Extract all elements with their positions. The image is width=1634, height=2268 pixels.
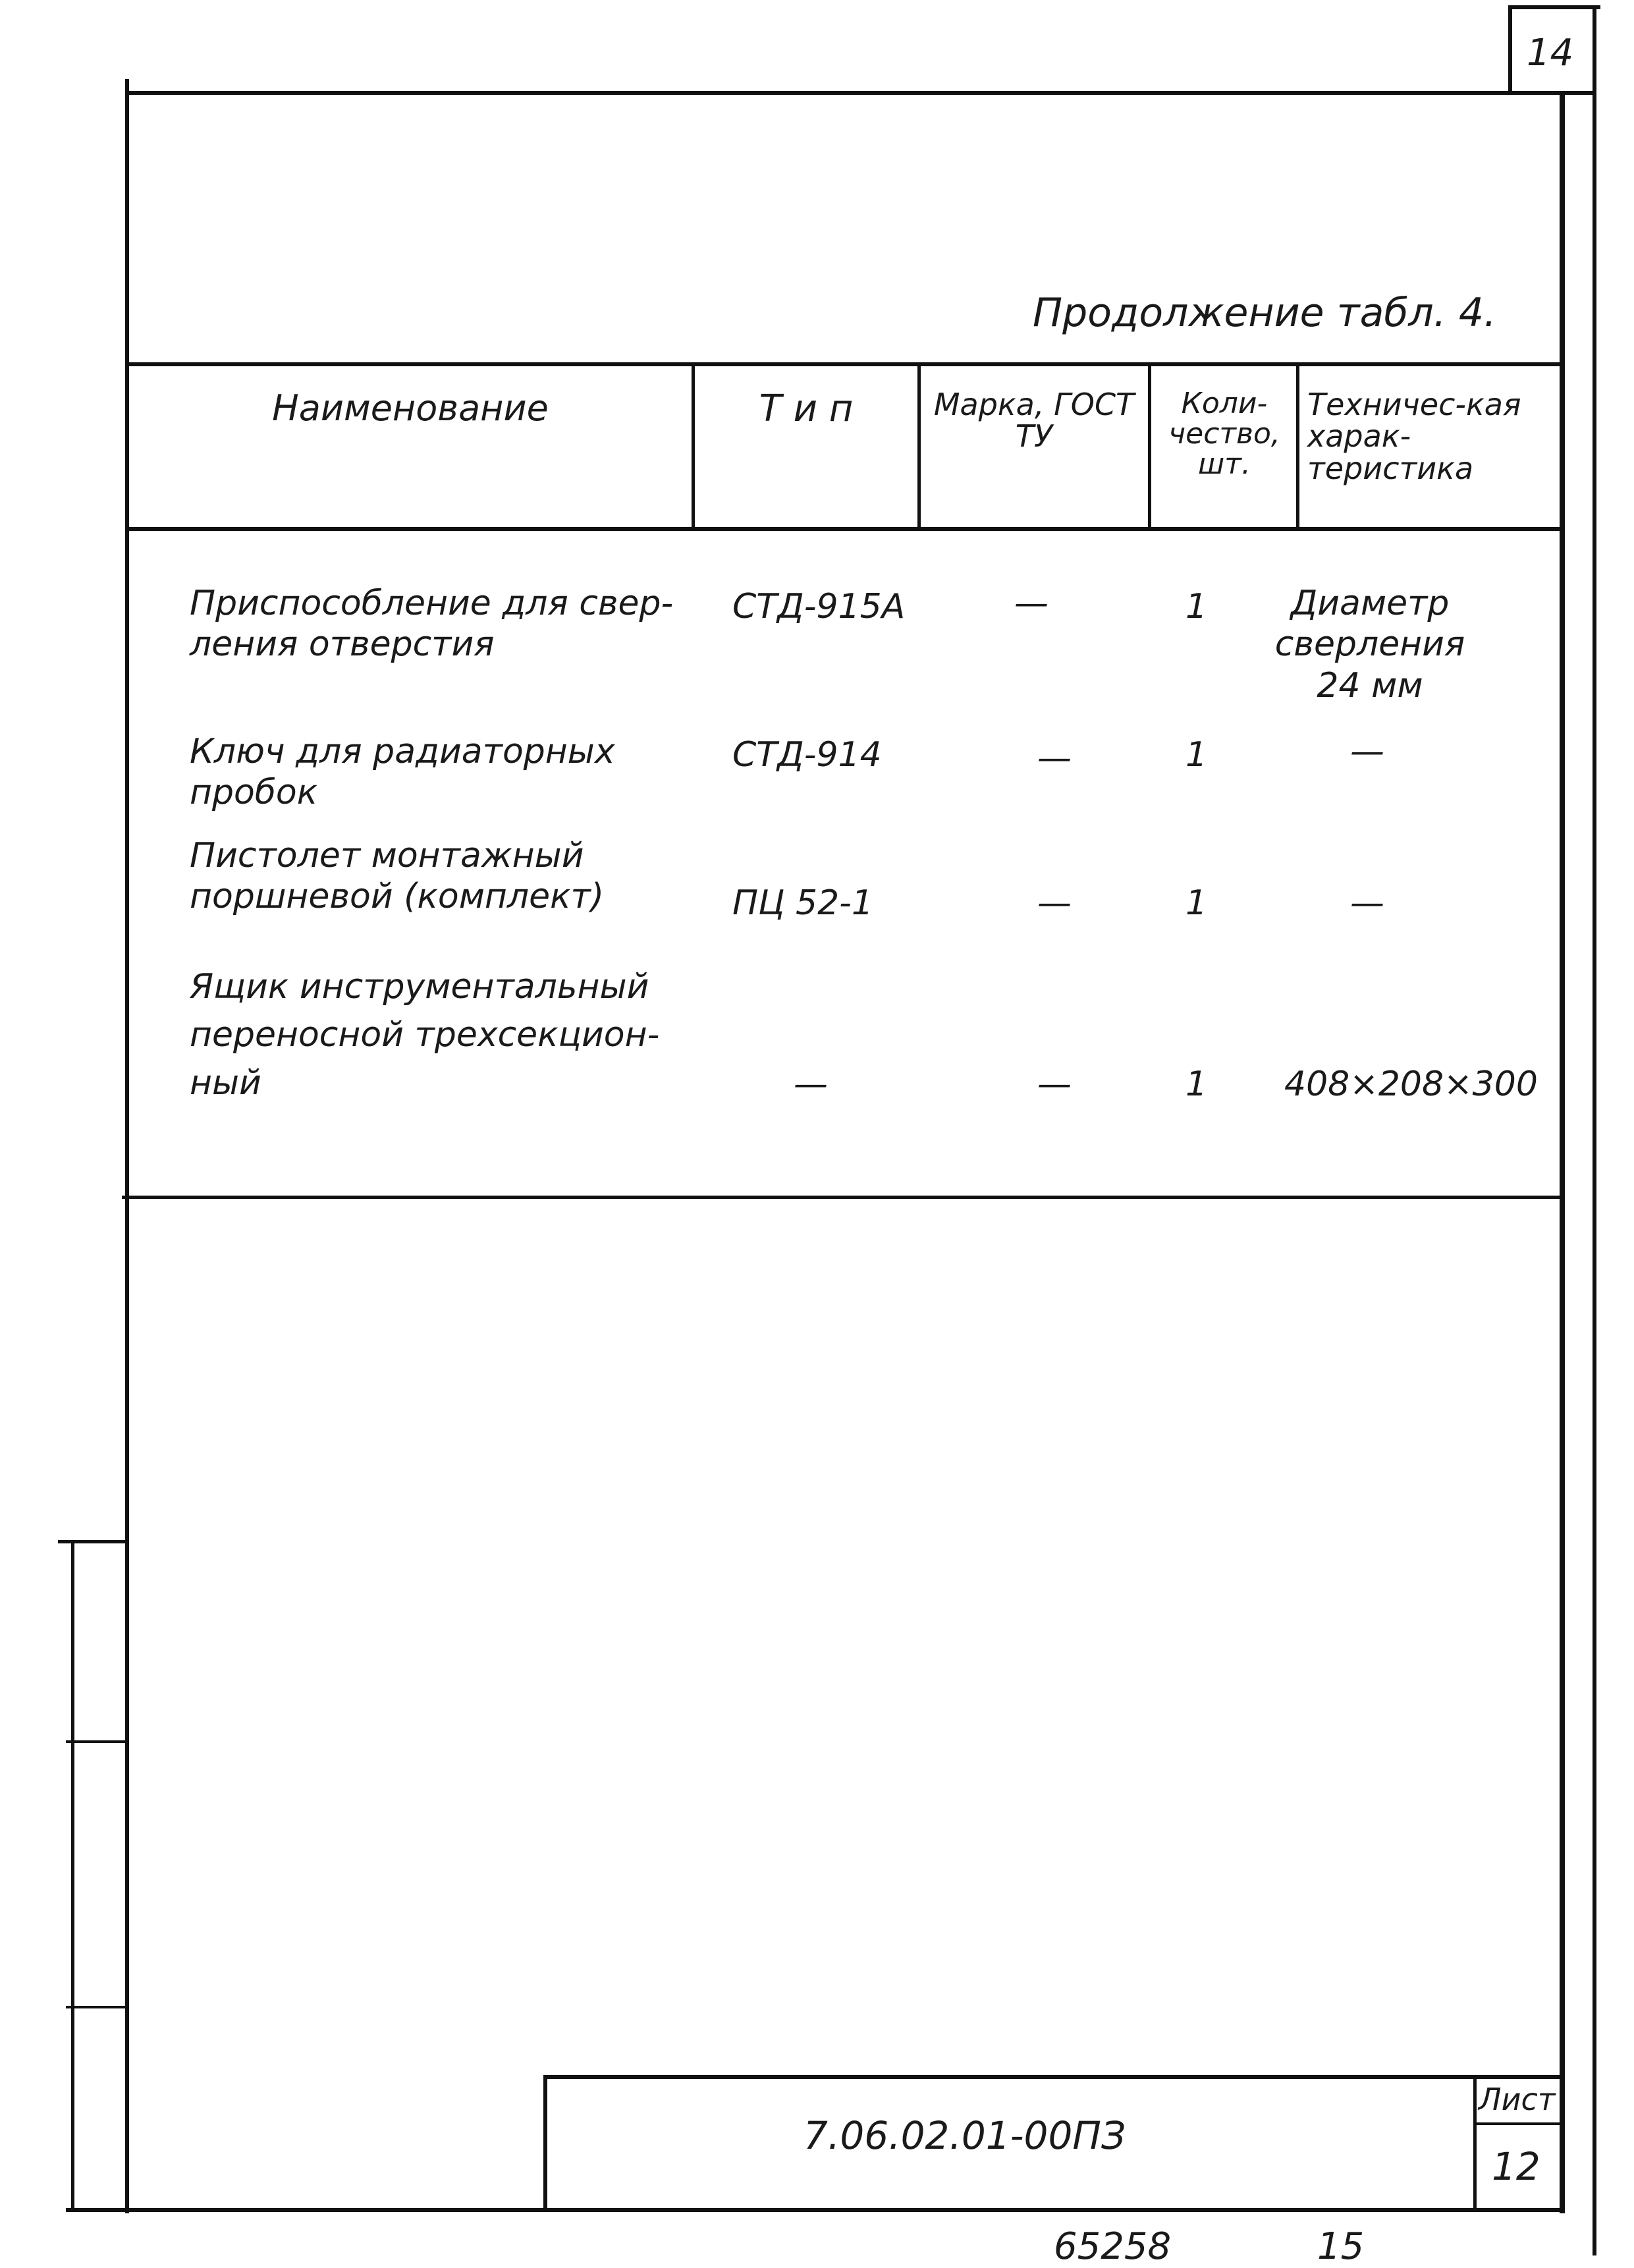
row4-name: Ящик инструментальный переносной трехсекцион-ный bbox=[190, 967, 660, 1103]
row2-spec: — bbox=[1350, 732, 1384, 771]
row3-type: ПЦ 52-1 bbox=[732, 883, 874, 923]
row4-qty: 1 bbox=[1185, 1065, 1208, 1104]
row3-qty: 1 bbox=[1185, 883, 1208, 923]
row1-qty: 1 bbox=[1185, 587, 1208, 626]
row2-name: Ключ для радиаторных пробок bbox=[190, 732, 615, 813]
row4-type: — bbox=[794, 1065, 828, 1104]
sheet-label: Лист bbox=[1479, 2082, 1556, 2117]
header-mark: Марка, ГОСТ ТУ bbox=[933, 387, 1135, 455]
row3-mark: — bbox=[1037, 883, 1072, 923]
col-divider-3 bbox=[1148, 364, 1151, 529]
binding-vertical bbox=[71, 1540, 74, 2211]
sheet-number: 12 bbox=[1492, 2144, 1540, 2189]
corner-page-number: 14 bbox=[1527, 32, 1574, 74]
frame-top-line bbox=[125, 91, 1595, 95]
title-block-left bbox=[543, 2075, 547, 2211]
row1-type: СТД-915А bbox=[732, 587, 906, 626]
document-code: 7.06.02.01-00ПЗ bbox=[803, 2113, 1126, 2158]
row3-name: Пистолет монтажный поршневой (комплект) bbox=[190, 836, 605, 917]
header-quantity: Коли-чество, шт. bbox=[1168, 387, 1280, 482]
frame-right-outer-line bbox=[1593, 9, 1596, 2255]
header-spec: Техничес-кая харак-теристика bbox=[1307, 387, 1521, 486]
row4-spec: 408×208×300 bbox=[1284, 1065, 1538, 1104]
col-divider-2 bbox=[917, 364, 921, 529]
row2-mark: — bbox=[1037, 738, 1072, 778]
footer-number: 15 bbox=[1317, 2225, 1365, 2268]
table-bottom bbox=[122, 1196, 1562, 1199]
corner-box-top bbox=[1508, 5, 1600, 9]
header-name: Наименование bbox=[272, 387, 549, 429]
row3-spec: — bbox=[1350, 883, 1384, 923]
row1-mark: — bbox=[1014, 584, 1048, 623]
table-caption: Продолжение табл. 4. bbox=[1033, 290, 1497, 336]
title-block-top bbox=[543, 2075, 1564, 2079]
binding-top bbox=[58, 1540, 126, 1543]
corner-box-left bbox=[1508, 5, 1512, 92]
footer-stamp: 65258 bbox=[1054, 2225, 1172, 2268]
row4-mark: — bbox=[1037, 1065, 1072, 1104]
binding-mid bbox=[66, 1740, 126, 1743]
col-divider-4 bbox=[1296, 364, 1299, 529]
row2-qty: 1 bbox=[1185, 735, 1208, 775]
row1-spec: Диаметр сверления 24 мм bbox=[1274, 584, 1465, 705]
col-divider-1 bbox=[692, 364, 695, 529]
frame-right-line bbox=[1560, 92, 1565, 2213]
row1-name: Приспособление для свер-ления отверстия bbox=[190, 584, 674, 665]
table-header-top bbox=[126, 362, 1562, 366]
frame-bottom-line bbox=[66, 2208, 1565, 2212]
row2-type: СТД-914 bbox=[732, 735, 882, 775]
binding-low bbox=[66, 2006, 126, 2008]
table-header-bottom bbox=[126, 527, 1562, 531]
header-type: Т и п bbox=[759, 387, 854, 430]
title-block-sheet-mid bbox=[1473, 2122, 1562, 2125]
title-block-sheet-divider bbox=[1473, 2075, 1477, 2211]
